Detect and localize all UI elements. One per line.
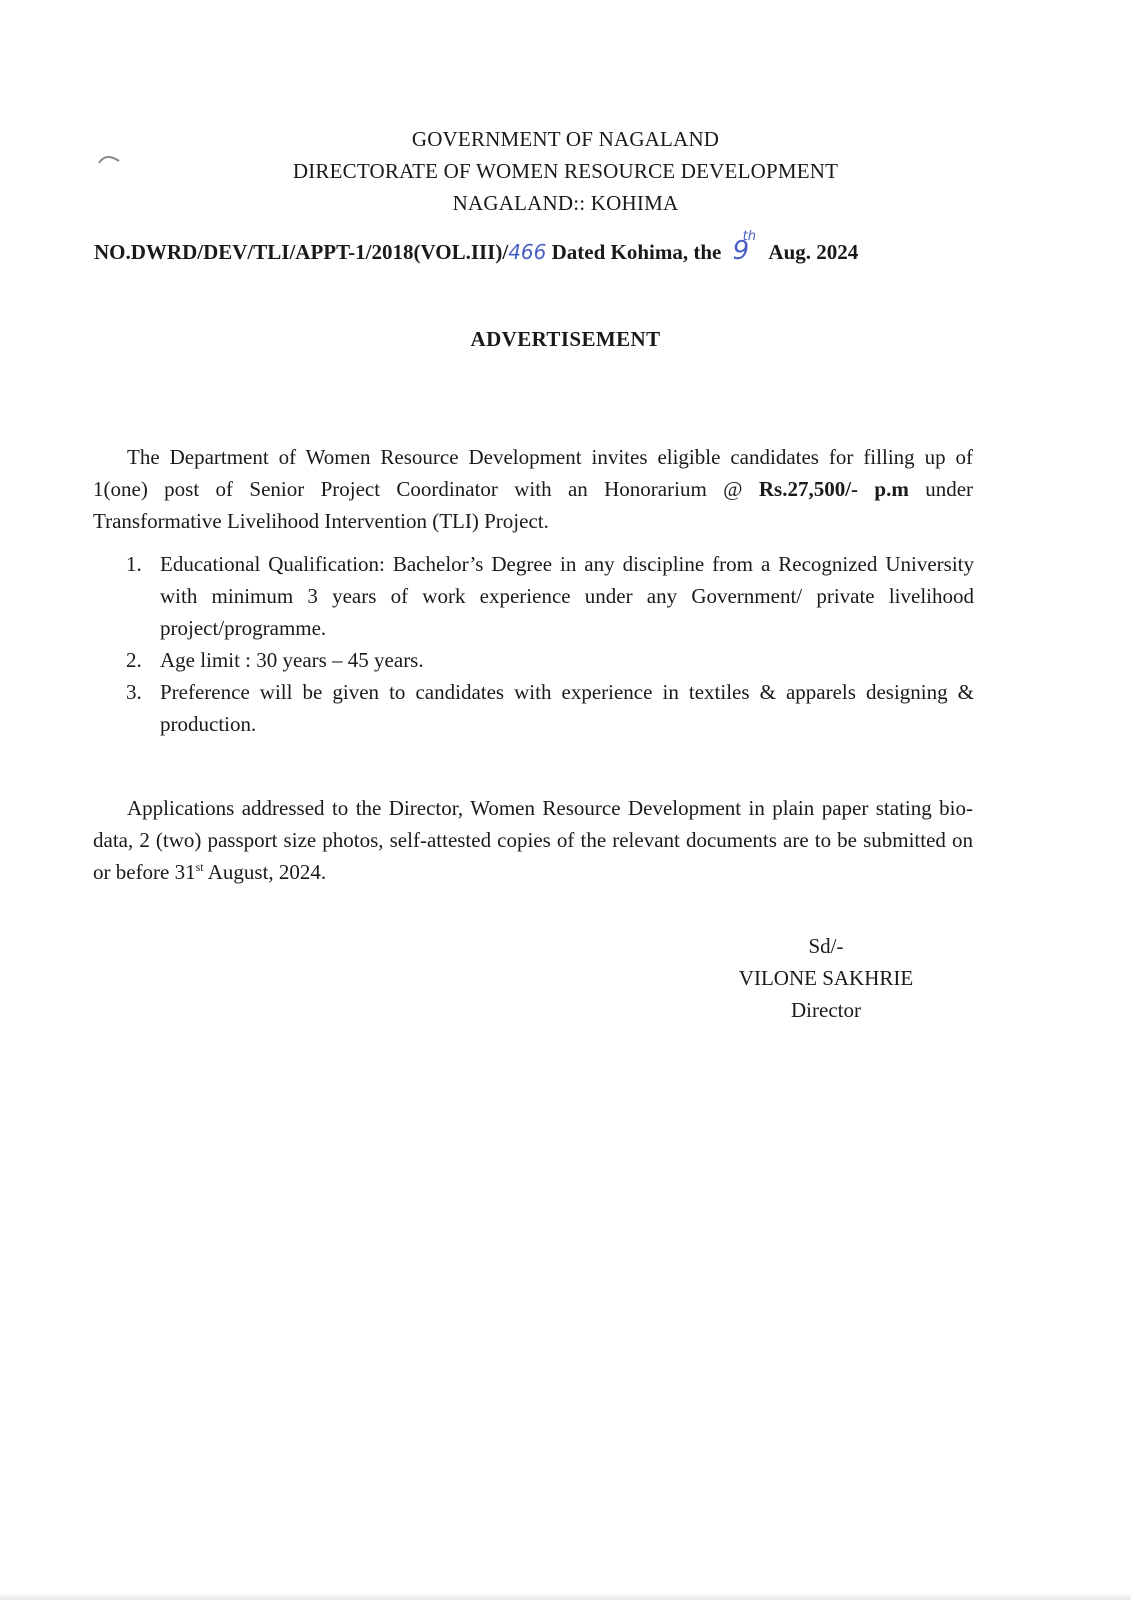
honorarium-amount: Rs.27,500/- p.m (758, 477, 909, 501)
list-item-text: Educational Qualification: Bachelor’s Degree in any discipline from a Recognized University with minimum 3 years of work experience under any Government/ private livelihood project/programme. (160, 552, 974, 640)
reference-number: NO.DWRD/DEV/TLI/APPT-1/2018(VOL.III)/ (94, 240, 509, 264)
signature-block (700, 930, 952, 1026)
signatory-designation: Director (791, 998, 861, 1022)
list-item (126, 548, 974, 644)
closing-text: Applications addressed to the Director, Women Resource Development in plain paper stating bio-data, 2 (two) passport size photos, self-attested copies of the relevant documents are to be submitted on or before 31 (93, 796, 973, 884)
handwritten-day-number: 9 (732, 236, 750, 266)
signatory-name: VILONE SAKHRIE (738, 966, 914, 990)
date-superscript: st (195, 860, 204, 874)
handwritten-day-suffix: th (742, 229, 756, 244)
handwritten-dispatch-number: 466 (508, 240, 547, 264)
list-item-number: 3. (126, 680, 142, 704)
closing-paragraph (93, 792, 973, 888)
letterhead-line-government: GOVERNMENT OF NAGALAND (411, 127, 720, 151)
intro-paragraph (93, 441, 973, 537)
list-item-text: Age limit : 30 years – 45 years. (160, 648, 424, 672)
scan-bottom-edge (0, 1592, 1131, 1600)
letterhead-line-location: NAGALAND:: KOHIMA (452, 191, 679, 215)
intro-text-end: under Transformative Livelihood Intervention (TLI) Project. (93, 477, 974, 533)
list-item (126, 676, 974, 740)
list-item-number: 2. (126, 648, 142, 672)
intro-text: The Department of Women Resource Development invites eligible candidates for filling up of 1(one) post of Senior Project Coordinator with an Honorarium @ (93, 445, 973, 501)
month-year: Aug. 2024 (768, 240, 859, 264)
closing-text-end: August, 2024. (207, 860, 327, 884)
list-item-text: Preference will be given to candidates with experience in textiles & apparels designing & production. (160, 680, 974, 736)
reference-line (94, 229, 994, 267)
dated-label: Dated Kohima, the (551, 240, 722, 264)
list-item (126, 644, 974, 676)
list-item-number: 1. (126, 552, 142, 576)
signature-sd: Sd/- (808, 934, 844, 958)
handwritten-day (732, 229, 756, 266)
requirements-list (126, 548, 974, 740)
letterhead-line-directorate: DIRECTORATE OF WOMEN RESOURCE DEVELOPMENT (292, 159, 839, 183)
document-title: ADVERTISEMENT (470, 327, 661, 351)
letterhead (0, 123, 1131, 219)
